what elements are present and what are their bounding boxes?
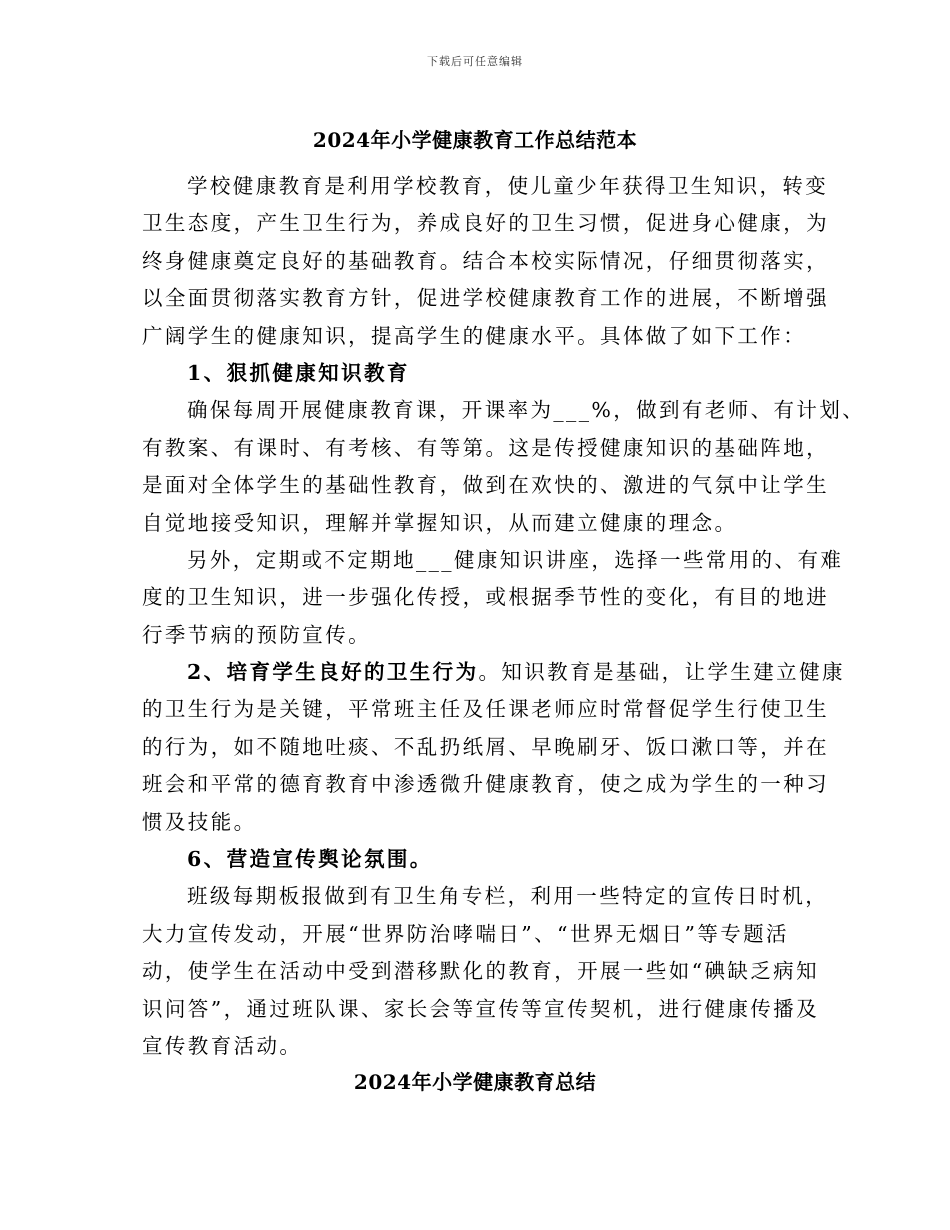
paragraph-line: 惯及技能。 [142, 809, 257, 834]
document-body [142, 168, 866, 1065]
paragraph-line: 的卫生行为是关键，平常班主任及任课老师应时常督促学生行使卫生 [142, 697, 829, 722]
paragraph-line: 大力宣传发动，开展“世界防治哮喘日”、“世界无烟日”等专题活 [142, 921, 789, 946]
paragraph-line: 是面对全体学生的基础性教育，做到在欢快的、激进的气氛中让学生 [142, 473, 829, 498]
paragraph-line: 终身健康奠定良好的基础教育。结合本校实际情况，仔细贯彻落实， [142, 248, 829, 273]
paragraph-line: 的行为，如不随地吐痰、不乱扔纸屑、早晚刷牙、饭口漱口等，并在 [142, 734, 829, 759]
paragraph-text: 。知识教育是基础，让学生建立健康 [478, 660, 845, 685]
paragraph-line: 行季节病的预防宣传。 [142, 622, 371, 647]
paragraph-line: 宣传教育活动。 [142, 1033, 303, 1058]
paragraph-line: 确保每周开展健康教育课，开课率为___%，做到有老师、有计划、 [187, 398, 866, 423]
paragraph-line: 自觉地接受知识，理解并掌握知识，从而建立健康的理念。 [142, 510, 738, 535]
paragraph-line: 以全面贯彻落实教育方针，促进学校健康教育工作的进展，不断增强 [142, 286, 829, 311]
section-heading: 1、狠抓健康知识教育 [187, 360, 410, 385]
section-heading: 6、营造宣传舆论氛围。 [187, 847, 433, 872]
paragraph-line: 识问答”，通过班队课、家长会等宣传等宣传契机，进行健康传播及 [142, 996, 819, 1021]
paragraph-line: 度的卫生知识，进一步强化传授，或根据季节性的变化，有目的地进 [142, 585, 829, 610]
second-document-title: 2024年小学健康教育总结 [353, 1070, 597, 1094]
paragraph-line: 学校健康教育是利用学校教育，使儿童少年获得卫生知识，转变 [187, 174, 829, 198]
paragraph-line: 广阔学生的健康知识，提高学生的健康水平。具体做了如下工作： [142, 323, 807, 348]
paragraph-line: 动，使学生在活动中受到潜移默化的教育，开展一些如“碘缺乏病知 [142, 959, 819, 984]
section-heading: 2、培育学生良好的卫生行为 [187, 660, 479, 685]
paragraph-line [142, 654, 845, 691]
paragraph-line: 另外，定期或不定期地___健康知识讲座，选择一些常用的、有难 [187, 547, 844, 572]
paragraph-line: 卫生态度，产生卫生行为，养成良好的卫生习惯，促进身心健康，为 [142, 211, 829, 236]
paragraph-line: 有教案、有课时、有考核、有等第。这是传授健康知识的基础阵地， [142, 435, 829, 460]
paragraph-line: 班会和平常的德育教育中渗透微升健康教育，使之成为学生的一种习 [142, 772, 829, 797]
header-note: 下载后可任意编辑 [427, 55, 523, 68]
paragraph-line: 班级每期板报做到有卫生角专栏，利用一些特定的宣传日时机， [187, 884, 829, 909]
document-title: 2024年小学健康教育工作总结范本 [312, 128, 638, 152]
